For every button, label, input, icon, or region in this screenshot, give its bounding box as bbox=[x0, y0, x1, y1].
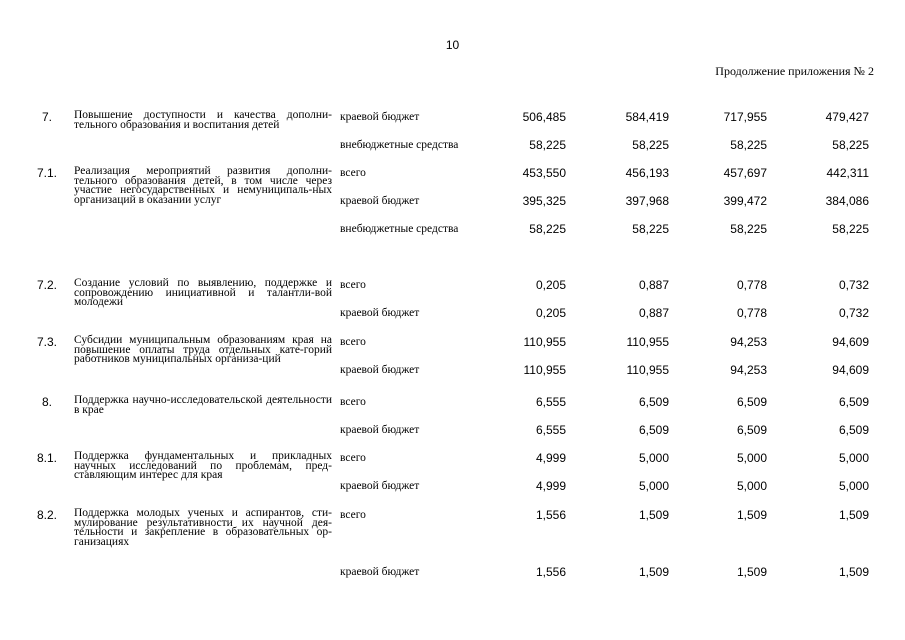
continuation-label: Продолжение приложения № 2 bbox=[715, 64, 874, 78]
amount-cell: 94,253 bbox=[730, 363, 767, 377]
funding-source: внебюджетные средства bbox=[340, 223, 459, 235]
amount-cell: 479,427 bbox=[825, 110, 869, 124]
amount-cell: 94,253 bbox=[730, 335, 767, 349]
amount-cell: 456,193 bbox=[625, 166, 669, 180]
row-number: 7.3. bbox=[36, 335, 57, 349]
amount-cell: 4,999 bbox=[535, 479, 566, 493]
row-name: Субсидии муниципальным образованиям края на повышение оплаты труда отдельных кате-горий работников муниципальных организа-ций bbox=[74, 334, 332, 366]
amount-cell: 457,697 bbox=[723, 166, 767, 180]
page-number: 10 bbox=[445, 38, 460, 52]
amount-cell: 58,225 bbox=[529, 222, 566, 236]
amount-cell: 1,509 bbox=[736, 508, 767, 522]
amount-cell: 399,472 bbox=[723, 194, 767, 208]
amount-cell: 6,509 bbox=[638, 423, 669, 437]
amount-cell: 6,555 bbox=[535, 395, 566, 409]
amount-cell: 110,955 bbox=[626, 335, 669, 349]
funding-source: краевой бюджет bbox=[340, 111, 420, 123]
row-name: Реализация мероприятий развития дополни-тельного образования детей, в том числе через участие негосударственных и немуниципаль-ных организаций в оказании услуг bbox=[74, 165, 332, 206]
amount-cell: 5,000 bbox=[838, 479, 869, 493]
amount-cell: 384,086 bbox=[825, 194, 869, 208]
amount-cell: 0,778 bbox=[736, 278, 767, 292]
amount-cell: 4,999 bbox=[535, 451, 566, 465]
amount-cell: 58,225 bbox=[529, 138, 566, 152]
row-number: 8.2. bbox=[36, 508, 57, 522]
amount-cell: 1,509 bbox=[838, 508, 869, 522]
row-number: 7. bbox=[41, 110, 52, 124]
amount-cell: 395,325 bbox=[522, 194, 566, 208]
amount-cell: 6,555 bbox=[535, 423, 566, 437]
row-number: 7.2. bbox=[36, 278, 57, 292]
amount-cell: 5,000 bbox=[736, 451, 767, 465]
funding-source: краевой бюджет bbox=[340, 566, 420, 578]
amount-cell: 0,732 bbox=[838, 278, 869, 292]
funding-source: краевой бюджет bbox=[340, 195, 420, 207]
amount-cell: 5,000 bbox=[838, 451, 869, 465]
amount-cell: 1,509 bbox=[838, 565, 869, 579]
amount-cell: 717,955 bbox=[723, 110, 767, 124]
funding-source: краевой бюджет bbox=[340, 480, 420, 492]
amount-cell: 5,000 bbox=[638, 479, 669, 493]
amount-cell: 1,556 bbox=[535, 565, 566, 579]
funding-source: всего bbox=[340, 279, 366, 291]
funding-source: всего bbox=[340, 509, 366, 521]
row-name: Поддержка научно-исследовательской деятельности в крае bbox=[74, 394, 332, 416]
amount-cell: 110,955 bbox=[523, 335, 566, 349]
amount-cell: 0,732 bbox=[838, 306, 869, 320]
row-name: Создание условий по выявлению, поддержке и сопровождению инициативной и талантли-вой молодежи bbox=[74, 277, 332, 309]
amount-cell: 94,609 bbox=[832, 363, 869, 377]
funding-source: всего bbox=[340, 167, 366, 179]
row-number: 8. bbox=[41, 395, 52, 409]
row-number: 8.1. bbox=[36, 451, 57, 465]
row-name: Повышение доступности и качества дополни-тельного образования и воспитания детей bbox=[74, 109, 332, 131]
funding-source: всего bbox=[340, 396, 366, 408]
funding-source: всего bbox=[340, 452, 366, 464]
amount-cell: 58,225 bbox=[832, 138, 869, 152]
amount-cell: 1,509 bbox=[736, 565, 767, 579]
amount-cell: 58,225 bbox=[730, 222, 767, 236]
row-name: Поддержка молодых ученых и аспирантов, сти-мулирование результативности их научной дея-тельности и закрепление в образовательных ор-ганизациях bbox=[74, 507, 332, 548]
row-number: 7.1. bbox=[36, 166, 57, 180]
amount-cell: 6,509 bbox=[838, 395, 869, 409]
amount-cell: 0,778 bbox=[736, 306, 767, 320]
amount-cell: 397,968 bbox=[625, 194, 669, 208]
amount-cell: 110,955 bbox=[523, 363, 566, 377]
row-name: Поддержка фундаментальных и прикладных научных исследований по проблемам, пред-ставляющим интерес для края bbox=[74, 450, 332, 482]
funding-source: краевой бюджет bbox=[340, 307, 420, 319]
amount-cell: 1,509 bbox=[638, 508, 669, 522]
amount-cell: 0,887 bbox=[638, 278, 669, 292]
amount-cell: 58,225 bbox=[632, 138, 669, 152]
funding-source: краевой бюджет bbox=[340, 364, 420, 376]
amount-cell: 6,509 bbox=[736, 423, 767, 437]
amount-cell: 5,000 bbox=[736, 479, 767, 493]
amount-cell: 6,509 bbox=[736, 395, 767, 409]
amount-cell: 5,000 bbox=[638, 451, 669, 465]
amount-cell: 110,955 bbox=[626, 363, 669, 377]
amount-cell: 506,485 bbox=[522, 110, 566, 124]
funding-source: краевой бюджет bbox=[340, 424, 420, 436]
amount-cell: 58,225 bbox=[730, 138, 767, 152]
funding-source: внебюджетные средства bbox=[340, 139, 459, 151]
amount-cell: 0,887 bbox=[638, 306, 669, 320]
amount-cell: 1,509 bbox=[638, 565, 669, 579]
amount-cell: 6,509 bbox=[638, 395, 669, 409]
amount-cell: 584,419 bbox=[625, 110, 669, 124]
amount-cell: 1,556 bbox=[535, 508, 566, 522]
amount-cell: 442,311 bbox=[826, 166, 869, 180]
amount-cell: 0,205 bbox=[535, 278, 566, 292]
amount-cell: 58,225 bbox=[632, 222, 669, 236]
amount-cell: 453,550 bbox=[522, 166, 566, 180]
funding-source: всего bbox=[340, 336, 366, 348]
amount-cell: 6,509 bbox=[838, 423, 869, 437]
amount-cell: 0,205 bbox=[535, 306, 566, 320]
amount-cell: 58,225 bbox=[832, 222, 869, 236]
amount-cell: 94,609 bbox=[832, 335, 869, 349]
